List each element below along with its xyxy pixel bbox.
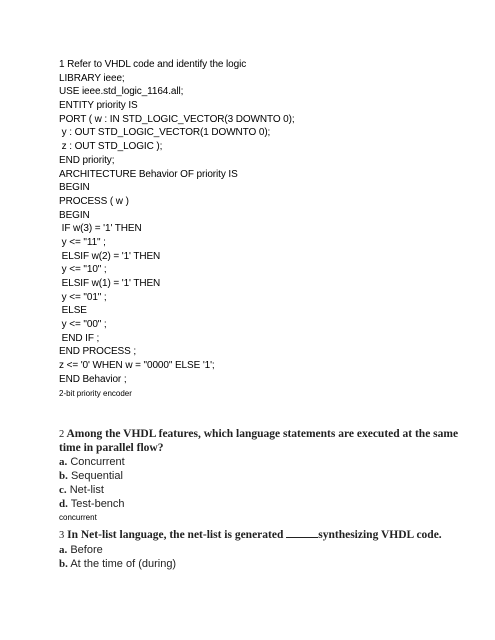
code-line: PROCESS ( w ): [59, 195, 129, 207]
option-letter: b.: [59, 470, 68, 482]
option-c: [59, 483, 479, 497]
code-line: END Behavior ;: [59, 373, 127, 385]
question-3-stem-end: synthesizing VHDL code.: [318, 529, 442, 541]
option-text: At the time of (during): [70, 557, 177, 570]
option-a: [59, 455, 479, 469]
question-3-stem-start: In Net-list language, the net-list is generated: [67, 529, 287, 541]
question-3-text: [59, 528, 479, 543]
option-letter: a.: [59, 543, 68, 556]
question-3: [59, 528, 479, 571]
code-line: ELSE: [59, 305, 87, 317]
question-2: [59, 428, 479, 524]
code-line: LIBRARY ieee;: [59, 72, 125, 84]
fill-in-blank: [286, 528, 318, 538]
option-text: Concurrent: [70, 456, 125, 468]
code-line: IF w(3) = '1' THEN: [59, 223, 142, 235]
question-2-stem: Among the VHDL features, which language statements are executed at the same time in parallel flow?: [59, 428, 459, 454]
option-a: [59, 543, 479, 557]
code-line: ARCHITECTURE Behavior OF priority IS: [59, 168, 238, 180]
question-1-answer: 2-bit priority encoder: [59, 388, 132, 398]
question-number: 3: [59, 530, 65, 541]
option-text: Before: [70, 543, 103, 556]
code-line: ELSIF w(1) = '1' THEN: [59, 278, 161, 289]
option-text: Test-bench: [70, 498, 125, 510]
code-line: z : OUT STD_LOGIC );: [59, 141, 163, 153]
code-line: END IF ;: [59, 332, 100, 344]
question-1-prompt: 1 Refer to VHDL code and identify the logic: [59, 59, 247, 70]
code-line: END PROCESS ;: [59, 346, 137, 358]
code-line: ENTITY priority IS: [59, 100, 138, 112]
option-b: [59, 469, 479, 483]
code-line: y : OUT STD_LOGIC_VECTOR(1 DOWNTO 0);: [59, 127, 271, 139]
code-line: BEGIN: [59, 182, 90, 194]
option-letter: b.: [59, 557, 68, 570]
question-number: 2: [59, 429, 65, 440]
option-letter: c.: [59, 484, 67, 496]
question-2-answer: concurrent: [59, 513, 97, 522]
option-letter: a.: [59, 456, 68, 468]
code-line: ELSIF w(2) = '1' THEN: [59, 250, 161, 262]
code-line: y <= "01" ;: [59, 291, 107, 303]
option-text: Net-list: [69, 484, 104, 496]
code-line: PORT ( w : IN STD_LOGIC_VECTOR(3 DOWNTO 0);: [59, 113, 295, 125]
option-d: [59, 497, 479, 511]
code-line: END priority;: [59, 154, 115, 166]
code-line: y <= "00" ;: [59, 319, 107, 331]
code-line: BEGIN: [59, 209, 90, 221]
question-2-text: [59, 428, 479, 455]
code-line: z <= '0' WHEN w = "0000" ELSE '1';: [59, 360, 215, 372]
question-1: [59, 58, 479, 400]
option-text: Sequential: [70, 470, 123, 482]
code-line: y <= "10" ;: [59, 264, 107, 276]
code-line: USE ieee.std_logic_1164.all;: [59, 86, 184, 98]
option-b: [59, 557, 479, 571]
code-line: y <= "11" ;: [59, 236, 106, 248]
option-letter: d.: [59, 498, 68, 510]
